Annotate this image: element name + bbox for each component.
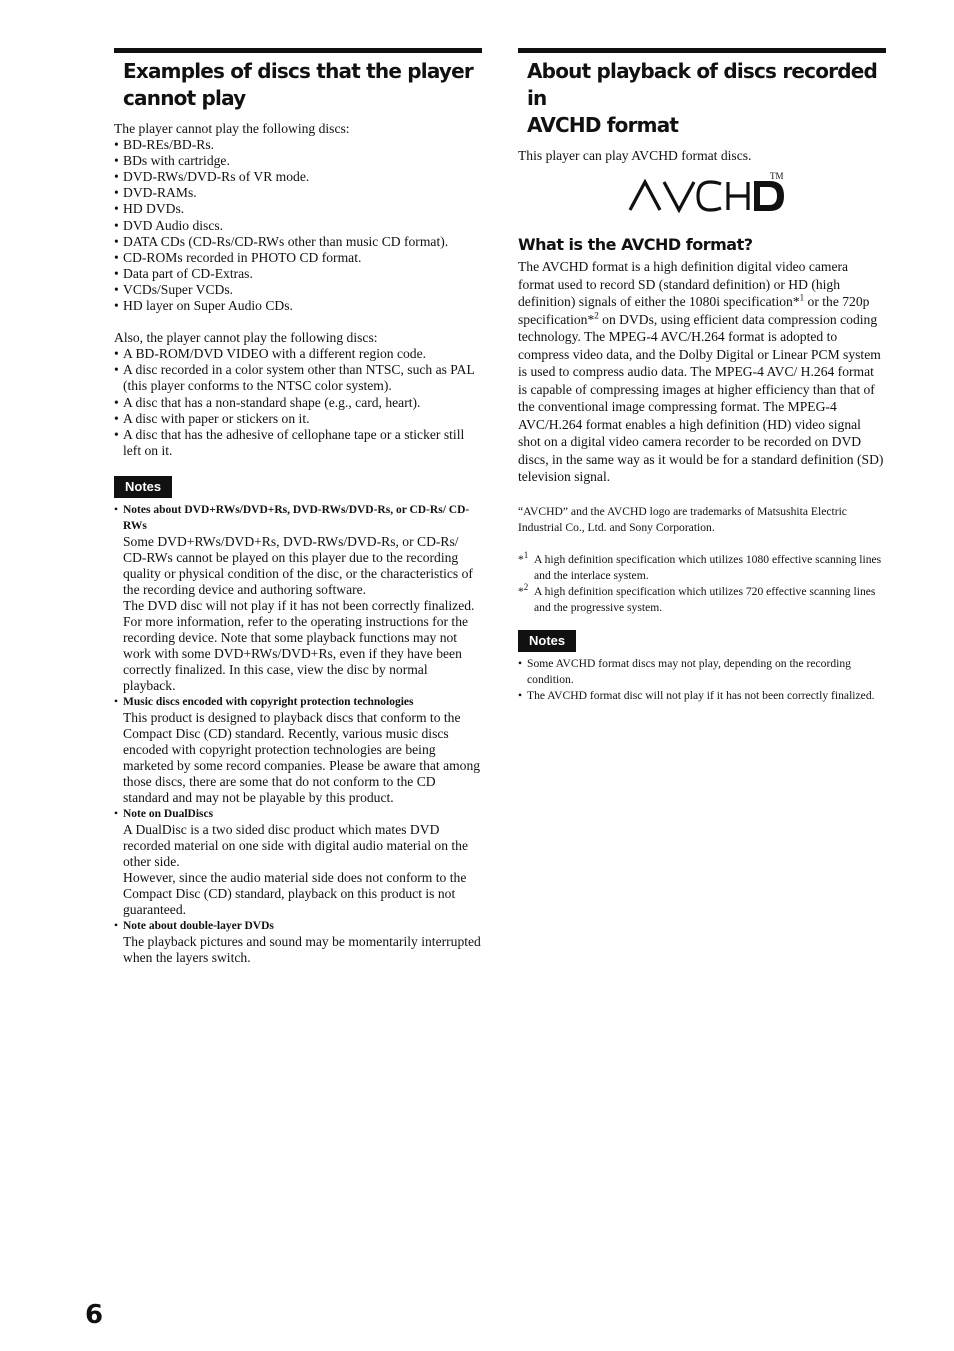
bullet: • <box>114 918 119 932</box>
avchd-logo <box>518 168 886 220</box>
list-item: • A disc with paper or stickers on it. <box>114 411 482 427</box>
bullet: • <box>114 806 119 820</box>
section-heading-avchd <box>518 48 886 139</box>
note-item <box>114 806 482 918</box>
trademark-symbol: TM <box>770 171 784 182</box>
list-item: • A disc that has the adhesive of cellophane tape or a sticker still left on it. <box>114 427 482 459</box>
left-column <box>114 48 482 966</box>
note-body: The playback pictures and sound may be momentarily interrupted when the layers switch. <box>123 933 481 965</box>
footnote <box>518 581 886 616</box>
list-item: • The AVCHD format disc will not play if it has not been correctly finalized. <box>518 688 886 704</box>
unplayable-disc-list <box>114 137 482 314</box>
notes-badge: Notes <box>114 476 172 498</box>
description-part: or the 720p specification* <box>518 294 870 327</box>
trademark-note: “AVCHD” and the AVCHD logo are trademarks of Matsushita Electric Industrial Co., Ltd. and Sony Corporation. <box>518 504 847 534</box>
asterisk: * <box>518 584 524 598</box>
footnote <box>518 549 886 584</box>
heading-line-1: About playback of discs recorded in <box>527 59 878 110</box>
list-item: • BDs with cartridge. <box>114 153 482 169</box>
section-heading-unplayable-discs <box>114 48 482 112</box>
avchd-description <box>518 258 886 486</box>
footnote-ref: 1 <box>799 292 805 303</box>
footnote-number: 2 <box>523 581 529 592</box>
description-part: The AVCHD format is a high definition digital video camera format used to record SD (standard definition) or HD (high definition) signals of either the 1080i specification* <box>518 259 849 310</box>
note-title: Notes about DVD+RWs/DVD+Rs, DVD-RWs/DVD-Rs, or CD-Rs/ CD-RWs <box>123 503 470 532</box>
list-item: • DVD-RWs/DVD-Rs of VR mode. <box>114 169 482 185</box>
note-body: A DualDisc is a two sided disc product which mates DVD recorded material on one side with digital audio material on the other side. <box>123 821 469 869</box>
note-body: However, since the audio material side does not conform to the Compact Disc (CD) standard, playback on this product is not guaranteed. <box>123 869 467 917</box>
spacer <box>114 314 482 330</box>
list-item: • HD layer on Super Audio CDs. <box>114 298 482 314</box>
list-item: • BD-REs/BD-Rs. <box>114 137 482 153</box>
right-column <box>518 48 886 704</box>
list-item: • VCDs/Super VCDs. <box>114 282 482 298</box>
heading-line-1: Examples of discs that the player <box>123 59 473 83</box>
description-part: on DVDs, using efficient data compression coding technology. The MPEG-4 AVC/H.264 format is adopted to compress video data, and the Dolby Digital or Linear PCM system is used to compress audio data. The MPEG-4 AVC/ H.264 format is capable of compressing images at higher efficiency than that of the conventional image compressing format. The MPEG-4 AVC/H.264 format enables a high definition (HD) video signal shot on a digital video camera recorder to be recorded on DVD discs, in the same way as it would be for a standard definition (SD) television signal. <box>518 311 884 485</box>
list-item: • A BD-ROM/DVD VIDEO with a different region code. <box>114 346 482 362</box>
list-item: • DVD-RAMs. <box>114 185 482 201</box>
list-item: • DATA CDs (CD-Rs/CD-RWs other than music CD format). <box>114 234 482 250</box>
list-item: • CD-ROMs recorded in PHOTO CD format. <box>114 250 482 266</box>
list-item: • A disc recorded in a color system other than NTSC, such as PAL (this player conforms to the NTSC color system). <box>114 362 482 394</box>
avchd-notes-list <box>518 656 886 704</box>
list-item: • DVD Audio discs. <box>114 218 482 234</box>
intro-text-2: Also, the player cannot play the following discs: <box>114 330 378 346</box>
unplayable-disc-list-2 <box>114 346 482 459</box>
asterisk: * <box>518 552 524 566</box>
footnote-mark <box>518 581 529 600</box>
notes-badge: Notes <box>518 630 576 652</box>
note-item <box>114 502 482 694</box>
note-title: Note on DualDiscs <box>123 807 214 820</box>
note-item <box>114 694 482 806</box>
note-body: This product is designed to playback discs that conform to the Compact Disc (CD) standard. Recently, various music discs encoded with copyright protection technologies are being marketed by some record companies. Please be aware that among those discs, there are some that do not conform to the CD standard and may not be playable by this product. <box>123 709 481 805</box>
intro-text: This player can play AVCHD format discs. <box>518 148 752 163</box>
list-item: • HD DVDs. <box>114 201 482 217</box>
footnote-ref: 2 <box>594 310 599 321</box>
bullet: • <box>114 502 119 516</box>
list-item: • A disc that has a non-standard shape (e.g., card, heart). <box>114 395 482 411</box>
intro-text: The player cannot play the following discs: <box>114 121 350 136</box>
page-number: 6 <box>85 1300 104 1330</box>
heading-line-2: cannot play <box>123 86 246 110</box>
spacer <box>114 459 482 476</box>
heading-line-2: AVCHD format <box>527 113 679 137</box>
spacer <box>518 536 886 552</box>
notes-list <box>114 502 482 966</box>
footnote-number: 1 <box>523 549 529 560</box>
spacer <box>518 616 886 630</box>
list-item: • Some AVCHD format discs may not play, depending on the recording condition. <box>518 656 886 688</box>
note-body: The DVD disc will not play if it has not been correctly finalized. For more information, refer to the operating instructions for the recording device. Note that some playback functions may not work with some DVD+RWs/DVD+Rs, even if they have been correctly finalized. In this case, view the disc by normal playback. <box>123 597 475 693</box>
spacer <box>518 486 886 504</box>
subheading-avchd-format: What is the AVCHD format? <box>518 235 753 255</box>
footnote-text: A high definition specification which utilizes 1080 effective scanning lines and the interlace system. <box>534 552 882 582</box>
list-item: • Data part of CD-Extras. <box>114 266 482 282</box>
bullet: • <box>114 694 119 708</box>
avchd-logo-icon <box>628 178 788 214</box>
footnotes <box>518 549 886 616</box>
note-body: Some DVD+RWs/DVD+Rs, DVD-RWs/DVD-Rs, or CD-Rs/ CD-RWs cannot be played on this player due to the recording quality or physical condition of the disc, or the characteristics of the recording device and authoring software. <box>123 533 473 597</box>
note-title: Music discs encoded with copyright protection technologies <box>123 695 414 708</box>
footnote-mark <box>518 549 529 568</box>
note-title: Note about double-layer DVDs <box>123 919 274 932</box>
footnote-text: A high definition specification which utilizes 720 effective scanning lines and the progressive system. <box>534 584 876 614</box>
note-item <box>114 918 482 966</box>
